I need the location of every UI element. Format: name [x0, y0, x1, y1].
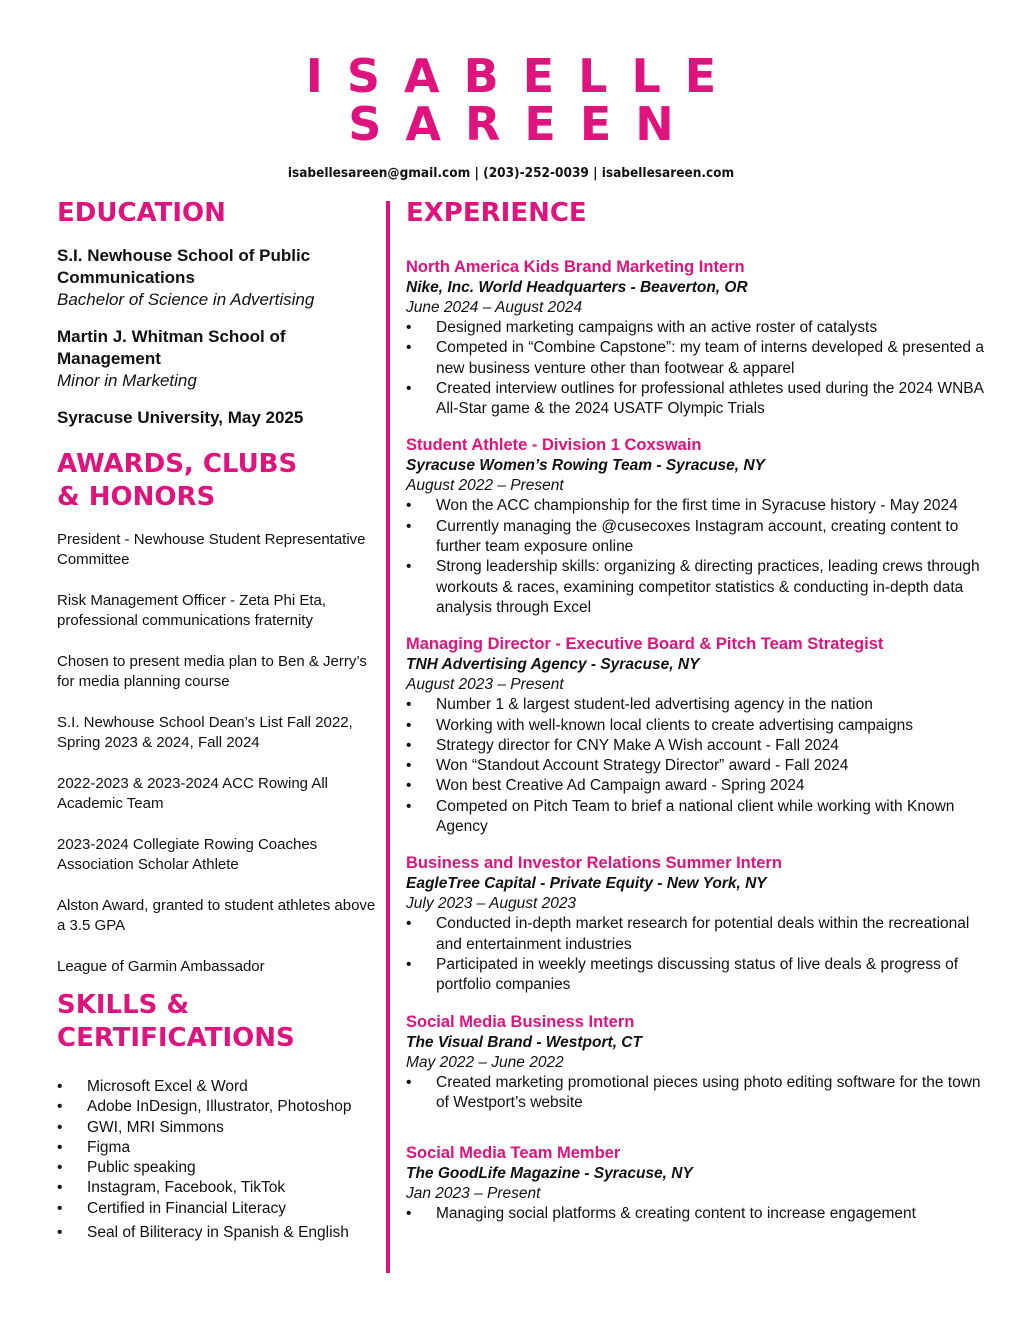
job-title: Student Athlete - Division 1 Coxswain [406, 436, 702, 455]
job-bullets [406, 1204, 986, 1224]
award-item: League of Garmin Ambassador [57, 958, 265, 975]
job-bullet: • Designed marketing campaigns with an active roster of catalysts [406, 318, 986, 338]
job-title: Social Media Business Intern [406, 1012, 635, 1031]
skill-item: • Microsoft Excel & Word [57, 1077, 387, 1097]
skill-item: • Figma [57, 1138, 387, 1158]
left-column [57, 197, 387, 1243]
job-bullet: • Currently managing the @cusecoxes Instagram account, creating content to further team exposure online [406, 517, 986, 558]
job-entry [406, 853, 986, 995]
skills-heading-line1: SKILLS & [57, 990, 190, 1020]
job-bullets [406, 695, 986, 837]
job-bullet: • Managing social platforms & creating content to increase engagement [406, 1204, 986, 1224]
job-organization: The Visual Brand - Westport, CT [406, 1033, 642, 1051]
job-organization: Nike, Inc. World Headquarters - Beaverton, OR [406, 279, 748, 296]
skill-item: • Adobe InDesign, Illustrator, Photoshop [57, 1097, 387, 1117]
job-entry [406, 257, 986, 419]
awards-heading-line1: AWARDS, CLUBS [57, 449, 298, 479]
job-title: Managing Director - Executive Board & Pitch Team Strategist [406, 635, 884, 654]
first-name: ISABELLE [305, 49, 741, 103]
job-bullets [406, 496, 986, 618]
job-bullets [406, 1073, 986, 1114]
education-heading: EDUCATION [57, 198, 226, 228]
job-dates: June 2024 – August 2024 [406, 299, 583, 316]
award-item: Alston Award, granted to student athletes above a 3.5 GPA [57, 897, 376, 934]
job-bullet: • Number 1 & largest student-led advertising agency in the nation [406, 695, 986, 715]
job-bullet: • Conducted in-depth market research for potential deals within the recreational and entertainment industries [406, 914, 986, 955]
skill-item: • Public speaking [57, 1158, 387, 1178]
job-bullet: • Won best Creative Ad Campaign award - Spring 2024 [406, 776, 986, 796]
job-entry [406, 634, 986, 837]
job-bullet: • Won “Standout Account Strategy Director” award - Fall 2024 [406, 756, 986, 776]
job-bullet: • Competed in “Combine Capstone”: my team of interns developed & presented a new business venture other than footwear & apparel [406, 338, 986, 379]
university-line: Syracuse University, May 2025 [57, 408, 304, 427]
job-bullet: • Created interview outlines for professional athletes used during the 2024 WNBA All-Star game & the 2024 USATF Olympic Trials [406, 379, 986, 420]
school-name: S.I. Newhouse School of Public Communications [57, 246, 311, 287]
skill-item: • Seal of Biliteracy in Spanish & English [57, 1223, 387, 1243]
last-name: SAREEN [348, 97, 698, 151]
job-bullet: • Won the ACC championship for the first time in Syracuse history - May 2024 [406, 496, 986, 516]
job-title: Social Media Team Member [406, 1144, 621, 1163]
award-item: President - Newhouse Student Representative Committee [57, 531, 366, 568]
job-bullets [406, 914, 986, 995]
job-bullet: • Created marketing promotional pieces using photo editing software for the town of Westport’s website [406, 1073, 986, 1114]
awards-heading-line2: & HONORS [57, 482, 216, 512]
column-divider [386, 201, 390, 1273]
skill-item: • GWI, MRI Simmons [57, 1118, 387, 1138]
right-column [406, 197, 986, 1240]
degree: Minor in Marketing [57, 371, 197, 390]
award-item: Risk Management Officer - Zeta Phi Eta, professional communications fraternity [57, 592, 326, 629]
job-organization: Syracuse Women’s Rowing Team - Syracuse, NY [406, 457, 765, 475]
job-dates: July 2023 – August 2023 [406, 895, 577, 913]
awards-list [57, 530, 387, 977]
skill-item: • Certified in Financial Literacy [57, 1199, 387, 1219]
job-bullet: • Working with well-known local clients to create advertising campaigns [406, 716, 986, 736]
skill-item: • Instagram, Facebook, TikTok [57, 1178, 387, 1198]
education-entry [57, 326, 387, 392]
skills-heading-line2: CERTIFICATIONS [57, 1023, 295, 1053]
school-name: Martin J. Whitman School of Management [57, 327, 286, 368]
award-item: 2023-2024 Collegiate Rowing Coaches Association Scholar Athlete [57, 836, 318, 873]
degree: Bachelor of Science in Advertising [57, 290, 315, 309]
experience-heading: EXPERIENCE [406, 198, 587, 228]
job-dates: August 2023 – Present [406, 676, 564, 694]
award-item: Chosen to present media plan to Ben & Jerry’s for media planning course [57, 653, 367, 690]
education-entry [57, 245, 387, 311]
job-bullets [406, 318, 986, 419]
job-organization: TNH Advertising Agency - Syracuse, NY [406, 656, 700, 674]
job-title: Business and Investor Relations Summer Intern [406, 854, 782, 873]
job-entry [406, 1012, 986, 1114]
job-dates: Jan 2023 – Present [406, 1185, 541, 1203]
job-bullet: • Strong leadership skills: organizing & directing practices, leading crews through workouts & races, examining competitor statistics & conducting in-depth data analysis through Excel [406, 557, 986, 618]
job-bullet: • Participated in weekly meetings discussing status of live deals & progress of portfolio companies [406, 955, 986, 996]
award-item: 2022-2023 & 2023-2024 ACC Rowing All Academic Team [57, 775, 329, 812]
award-item: S.I. Newhouse School Dean’s List Fall 2022, Spring 2023 & 2024, Fall 2024 [57, 714, 353, 751]
job-bullet: • Competed on Pitch Team to brief a national client while working with Known Agency [406, 797, 986, 838]
job-bullet: • Strategy director for CNY Make A Wish account - Fall 2024 [406, 736, 986, 756]
job-entry [406, 435, 986, 618]
job-organization: EagleTree Capital - Private Equity - New York, NY [406, 875, 767, 893]
job-entry [406, 1143, 986, 1224]
job-title: North America Kids Brand Marketing Intern [406, 258, 745, 276]
contact-line: isabellesareen@gmail.com | (203)-252-0039 | isabellesareen.com [287, 165, 735, 181]
resume-header [0, 49, 1022, 181]
job-dates: August 2022 – Present [406, 477, 564, 495]
skills-list [57, 1077, 387, 1243]
job-organization: The GoodLife Magazine - Syracuse, NY [406, 1165, 693, 1183]
job-dates: May 2022 – June 2022 [406, 1053, 564, 1071]
